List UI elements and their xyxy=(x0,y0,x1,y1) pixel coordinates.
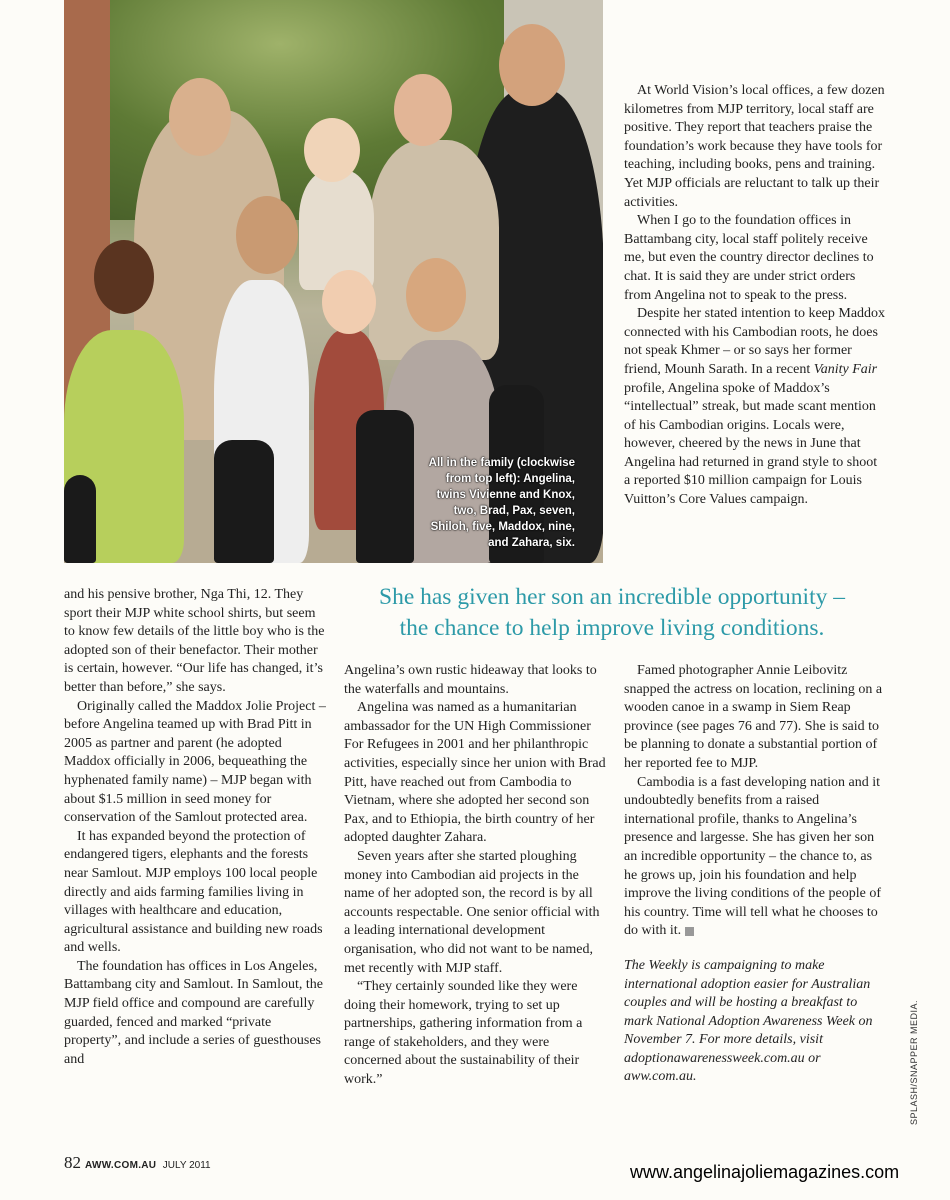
paragraph: When I go to the foundation offices in Battambang city, local staff politely receive me, but even the country director declines to chat. It is said they are under strict orders from Angelina not to speak to the press. xyxy=(624,213,874,303)
paragraph: At World Vision’s local offices, a few dozen kilometres from MJP territory, local staff are positive. They report that teachers praise the foundation’s work because they have tools for teaching, including books, pens and training. Yet MJP officials are reluctant to talk up their activities. xyxy=(624,83,885,210)
family-photo xyxy=(64,0,603,563)
photo-head-brad xyxy=(499,24,565,106)
photo-figure-blond-child xyxy=(299,170,374,290)
publication-name: AWW.COM.AU xyxy=(85,1160,157,1171)
paragraph: Famed photographer Annie Leibovitz snapped the actress on location, reclining on a wooden canoe in a swamp in Siem Reap province (see pages 76 and 77). She is said to be planning to donate a substantial portion of her reported fee to MJP. xyxy=(624,663,883,771)
photo-head-angelina xyxy=(169,78,231,156)
caption-line: two, Brad, Pax, seven, xyxy=(453,505,575,517)
paragraph: Seven years after she started ploughing money into Cambodian aid projects in the name of her adopted son, the record is by all accounts respectable. One senior official with a leading international development organisation, who did not want to be named, met recently with MJP staff. xyxy=(344,848,600,976)
folio xyxy=(64,1153,211,1173)
paragraph xyxy=(624,305,886,510)
magazine-title: Vanity Fair xyxy=(813,361,878,377)
column-middle xyxy=(344,662,606,1090)
page-number: 82 xyxy=(64,1153,81,1172)
photo-bollard-3 xyxy=(356,410,414,563)
pull-quote-line: She has given her son an incredible opportunity – xyxy=(379,584,845,610)
photo-head-child-red xyxy=(394,74,452,146)
photo-head-pax xyxy=(406,258,466,332)
photo-head-zahara xyxy=(94,240,154,314)
paragraph: “They certainly sounded like they were doing their homework, trying to set up partnerships, gathering information from a range of stakeholders, and they were concerned about the sustainability of their work.” xyxy=(344,979,583,1088)
issue-date: JULY 2011 xyxy=(162,1160,211,1171)
end-of-article-mark xyxy=(685,927,694,936)
caption-line: twins Vivienne and Knox, xyxy=(436,489,575,501)
photo-bollard-2 xyxy=(214,440,274,563)
caption-line: All in the family (clockwise xyxy=(428,457,575,469)
pull-quote-line: the chance to help improve living conditions. xyxy=(399,615,825,641)
photo-head-blond-child xyxy=(304,118,360,182)
photo-head-maddox xyxy=(236,196,298,274)
paragraph-text: Despite her stated intention to keep Maddox connected with his Cambodian roots, he does not speak Khmer – or so says her former friend, Mounh Sarath. In a recent xyxy=(624,306,886,377)
paragraph-text: Cambodia is a fast developing nation and it undoubtedly benefits from a raised international profile, thanks to Angelina’s presence and largesse. She has given her son an incredible opportunity – the chance to, as he grows up, join his foundation and help improve the living conditions of the people of his country. Time will tell what he chooses to do with it. xyxy=(624,774,882,939)
paragraph: It has expanded beyond the protection of endangered tigers, elephants and the forests near Samlout. MJP employs 100 local people directly and aids farming families living in villages with healthcare and education, agricultural assistance and building new roads and wells. xyxy=(64,828,323,956)
column-right-bottom xyxy=(624,662,886,1087)
campaign-note: The Weekly is campaigning to make international adoption easier for Australian couples and will be hosting a breakfast to mark National Adoption Awareness Week on November 7. For more details, visit adoptionawarenessweek.com.au or aww.com.au. xyxy=(624,957,873,1085)
column-right-top xyxy=(624,82,886,510)
paragraph: and his pensive brother, Nga Thi, 12. They sport their MJP white school shirts, but seem to know few details of the little boy who is the adopted son of their benefactor. Their mother is certain, however. “Our life has changed, it’s better than before,” she says. xyxy=(64,587,325,695)
paragraph: Angelina was named as a humanitarian ambassador for the UN High Commissioner For Refugees in 2001 and her philanthropic activities, especially since her union with Brad Pitt, have reached out from Cambodia to Vietnam, where she adopted her second son Pax, and to Ethiopia, the birth country of her adopted daughter Zahara. xyxy=(344,700,606,846)
pull-quote xyxy=(340,582,884,644)
paragraph: Originally called the Maddox Jolie Project – before Angelina teamed up with Brad Pitt in 2005 as partner and parent (he adopted Maddox officially in 2006, bequeathing the hyphenated family name) – MJP began with about $1.5 million in seed money for conservation of the Samlout protected area. xyxy=(64,698,326,826)
photo-bollard-1 xyxy=(64,475,96,563)
watermark-url: www.angelinajoliemagazines.com xyxy=(630,1162,900,1182)
caption-line: and Zahara, six. xyxy=(488,537,575,549)
caption-line: Shiloh, five, Maddox, nine, xyxy=(430,521,575,533)
paragraph: The foundation has offices in Los Angeles, Battambang city and Samlout. In Samlout, the MJP field office and compound are carefully guarded, fenced and marked “private property”, and include a series of guesthouses and xyxy=(64,958,323,1067)
column-left xyxy=(64,586,326,1069)
paragraph-text: profile, Angelina spoke of Maddox’s “intellectual” streak, but made scant mention of his Cambodian origins. Locals were, however, cheered by the news in June that Angelina had returned in grand style to shoot a reported $10 million campaign for Louis Vuitton’s Core Values campaign. xyxy=(624,380,878,508)
photo-caption xyxy=(407,455,575,551)
paragraph: Angelina’s own rustic hideaway that looks to the waterfalls and mountains. xyxy=(344,663,597,697)
photo-head-shiloh xyxy=(322,270,376,334)
photo-credit: SPLASH/SNAPPER MEDIA. xyxy=(909,999,919,1125)
paragraph xyxy=(624,774,886,941)
caption-line: from top left): Angelina, xyxy=(445,473,575,485)
